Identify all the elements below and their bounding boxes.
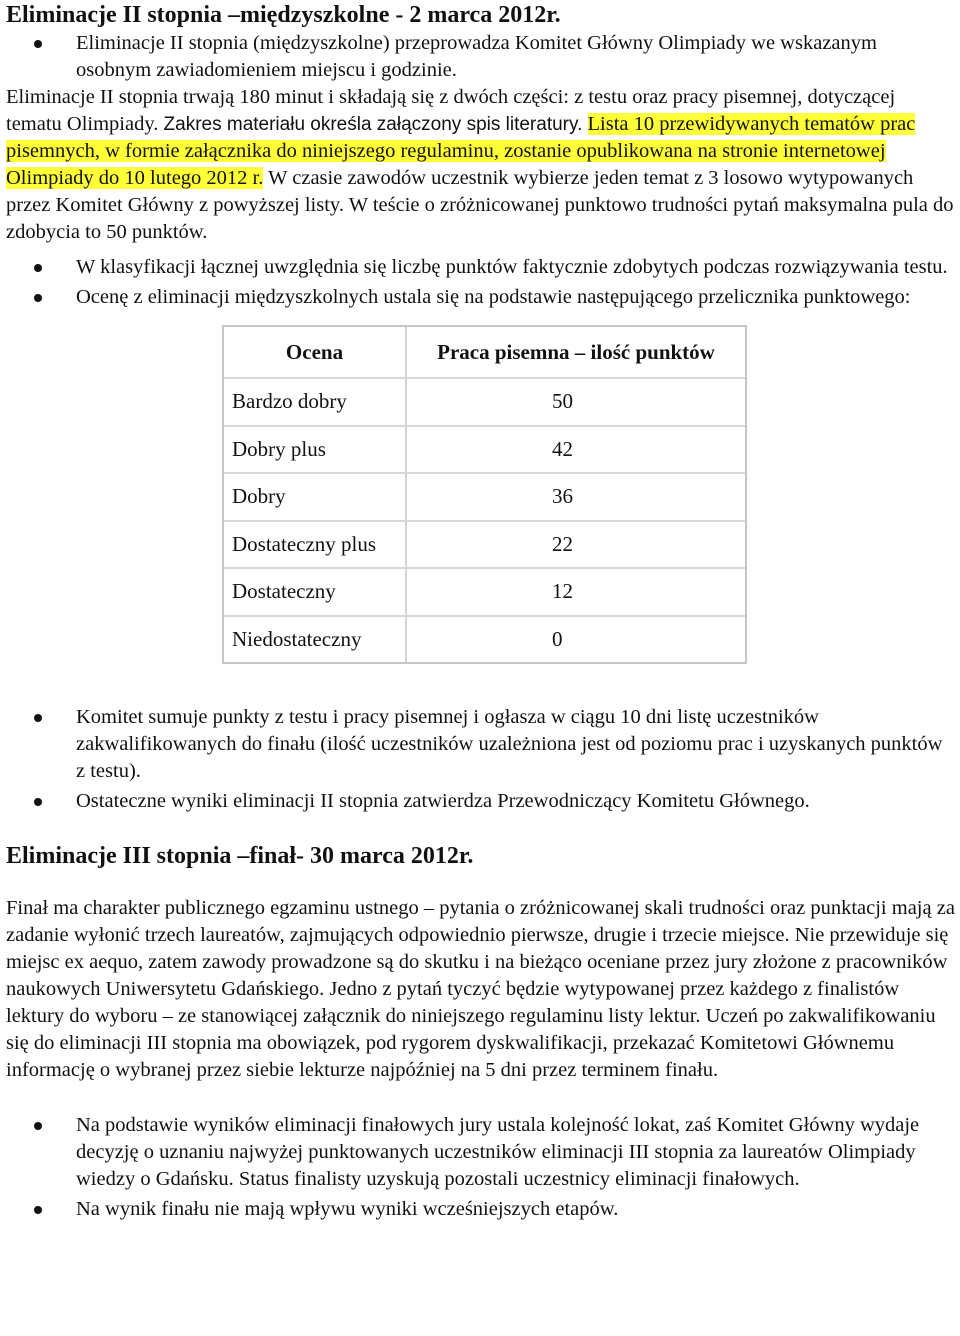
- bullet-list: [6, 254, 956, 311]
- points-cell: 12: [407, 567, 745, 615]
- points-cell: 36: [407, 472, 745, 520]
- bullet-list: [6, 30, 956, 84]
- points-cell: 50: [407, 377, 745, 425]
- grade-cell: Dostateczny plus: [224, 520, 407, 568]
- table-row: [224, 472, 745, 520]
- grade-table: [222, 325, 747, 664]
- points-cell: 22: [407, 520, 745, 568]
- document-page: [6, 0, 956, 1223]
- points-cell: 42: [407, 425, 745, 473]
- table-row: [224, 615, 745, 663]
- grade-cell: Dobry plus: [224, 425, 407, 473]
- grade-cell: Niedostateczny: [224, 615, 407, 663]
- highlighted-text: Lista 10 przewidywanych tematów prac pisemnych, w formie załącznika do niniejszego regulaminu, zostanie opublikowana na stronie internetowej Olimpiady do 10 lutego 2012 r.: [6, 113, 916, 189]
- grade-cell: Bardzo dobry: [224, 377, 407, 425]
- paragraph: [6, 84, 956, 246]
- column-header-grade: Ocena: [224, 327, 407, 377]
- section-heading: Eliminacje II stopnia –międzyszkolne - 2 marca 2012r.: [6, 2, 561, 28]
- points-cell: 0: [407, 615, 745, 663]
- table-header-row: [224, 327, 745, 377]
- list-item: Komitet sumuje punkty z testu i pracy pisemnej i ogłasza w ciągu 10 dni listę uczestników zakwalifikowanych do finału (ilość uczestników uzależniona jest od poziomu prac i uzyskanych punktów z testu).: [6, 704, 956, 785]
- table-row: [224, 377, 745, 425]
- bullet-list: [6, 1112, 956, 1223]
- grade-cell: Dostateczny: [224, 567, 407, 615]
- literature-note: Zakres materiału określa załączony spis literatury.: [163, 114, 583, 135]
- table-row: [224, 425, 745, 473]
- paragraph-text: Eliminacje II stopnia trwają 180 minut i składają się z dwóch części: z testu oraz pracy pisemnej, dotyczącej tematu Olimpiady.: [6, 86, 896, 135]
- bullet-list: [6, 704, 956, 815]
- list-item: Ocenę z eliminacji międzyszkolnych ustala się na podstawie następującego przelicznika punktowego:: [6, 284, 956, 311]
- list-item: Eliminacje II stopnia (międzyszkolne) przeprowadza Komitet Główny Olimpiady we wskazanym osobnym zawiadomieniem miejscu i godzinie.: [6, 30, 956, 84]
- grade-cell: Dobry: [224, 472, 407, 520]
- paragraph-text: W czasie zawodów uczestnik wybierze jeden temat z 3 losowo wytypowanych przez Komitet Główny z powyższej listy. W teście o zróżnicowanej punktowo trudności pytań maksymalna pula do zdobycia to 50 punktów.: [6, 167, 954, 243]
- list-item: Na wynik finału nie mają wpływu wyniki wcześniejszych etapów.: [6, 1196, 956, 1223]
- list-item: Ostateczne wyniki eliminacji II stopnia zatwierdza Przewodniczący Komitetu Głównego.: [6, 788, 956, 815]
- list-item: W klasyfikacji łącznej uwzględnia się liczbę punktów faktycznie zdobytych podczas rozwiązywania testu.: [6, 254, 956, 281]
- table-row: [224, 520, 745, 568]
- list-item: Na podstawie wyników eliminacji finałowych jury ustala kolejność lokat, zaś Komitet Główny wydaje decyzję o uznaniu najwyżej punktowanych uczestników eliminacji III stopnia za laureatów Olimpiady wiedzy o Gdańsku. Status finalisty uzyskują pozostali uczestnicy eliminacji finałowych.: [6, 1112, 956, 1193]
- column-header-points: Praca pisemna – ilość punktów: [437, 339, 715, 364]
- paragraph: Finał ma charakter publicznego egzaminu ustnego – pytania o zróżnicowanej skali trudności oraz punktacji mają za zadanie wyłonić trzech laureatów, zajmujących odpowiednio pierwsze, drugie i trzecie miejsce. Nie przewiduje się miejsc ex aequo, zatem zawody prowadzone są do skutku i na bieżąco oceniane przez jury złożone z pracowników naukowych Uniwersytetu Gdańskiego. Jedno z pytań tyczyć będzie wytypowanej przez każdego z finalistów lektury do wyboru – ze stanowiącej załącznik do niniejszego regulaminu listy lektur. Uczeń po zakwalifikowaniu się do eliminacji III stopnia ma obowiązek, pod rygorem dyskwalifikacji, przekazać Komitetowi Głównemu informację o wybranej przez siebie lekturze najpóźniej na 5 dni przez terminem finału.: [6, 897, 955, 1081]
- table-row: [224, 567, 745, 615]
- section-heading: Eliminacje III stopnia –finał- 30 marca 2012r.: [6, 843, 474, 869]
